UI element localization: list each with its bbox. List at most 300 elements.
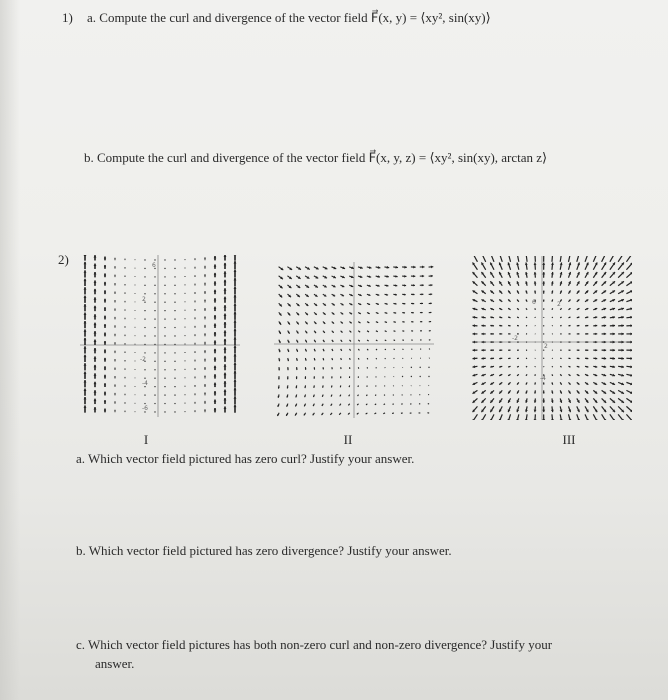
field-arrow (314, 267, 319, 270)
field-arrow (593, 366, 597, 368)
field-arrow (185, 318, 186, 319)
field-arrow (419, 376, 420, 377)
field-arrow (279, 331, 281, 334)
field-arrow (164, 293, 165, 294)
field-arrow (429, 339, 430, 340)
field-arrow (296, 321, 298, 324)
field-arrow (508, 333, 510, 334)
field-arrow (295, 413, 297, 416)
field-arrow (402, 312, 405, 314)
field-arrow (224, 330, 227, 336)
field-arrow (481, 256, 486, 262)
field-arrow (393, 386, 394, 387)
field-arrow (322, 404, 323, 406)
field-arrow (517, 390, 519, 393)
field-arrow (577, 325, 580, 327)
field-arrow (376, 349, 377, 350)
field-arrow (114, 334, 116, 337)
field-arrow (349, 340, 350, 342)
field-arrow (164, 268, 165, 269)
field-arrow (543, 333, 544, 334)
field-arrow (224, 373, 227, 379)
field-arrow (402, 395, 403, 396)
field-arrow (577, 308, 580, 310)
field-arrow (385, 284, 389, 286)
field-arrow (610, 349, 615, 352)
field-arrow (314, 303, 317, 305)
field-arrow (626, 307, 632, 310)
question-1a-text: a. Compute the curl and divergence of the vector field F⃗(x, y) = ⟨xy², sin(xy)⟩ (87, 10, 491, 25)
field-arrow (332, 267, 337, 270)
field-arrow (174, 378, 175, 379)
field-arrow (385, 321, 387, 322)
field-arrow (323, 267, 328, 270)
field-arrow (279, 312, 282, 315)
field-arrow (288, 321, 290, 324)
field-arrow (534, 382, 535, 384)
field-arrow (323, 312, 326, 314)
field-arrow (234, 405, 237, 413)
field-arrow (602, 414, 607, 420)
field-arrow (551, 262, 554, 269)
field-arrow (420, 284, 424, 286)
field-arrow (552, 366, 553, 367)
field-arrow (114, 266, 116, 269)
vector-field-I (80, 255, 240, 417)
field-arrow (174, 276, 175, 277)
field-arrow (164, 386, 165, 387)
question-2c-text-continued: answer. (95, 656, 135, 671)
field-arrow (473, 308, 478, 311)
field-arrow (332, 285, 336, 287)
field-arrow (585, 341, 588, 343)
field-arrow (419, 412, 421, 413)
field-arrow (296, 349, 298, 352)
field-arrow (332, 312, 335, 314)
field-arrow (420, 266, 425, 269)
field-arrow (348, 413, 350, 415)
field-arrow (358, 395, 359, 396)
field-arrow (429, 265, 434, 268)
field-arrow (224, 339, 227, 345)
field-arrow (204, 325, 206, 328)
field-arrow (357, 404, 358, 405)
field-arrow (384, 395, 385, 396)
field-arrow (375, 404, 376, 405)
field-arrow (305, 276, 309, 279)
field-arrow (420, 293, 424, 295)
field-arrow (114, 325, 116, 328)
field-arrow (577, 366, 580, 368)
field-arrow (214, 315, 217, 319)
field-arrow (358, 294, 362, 296)
vector-field-III-label: III (562, 432, 576, 447)
field-arrow (84, 363, 87, 370)
field-arrow (526, 366, 527, 367)
field-arrow (552, 317, 553, 318)
field-arrow (358, 285, 362, 287)
field-arrow (618, 365, 624, 368)
field-arrow (375, 395, 376, 396)
field-arrow (234, 255, 237, 261)
field-arrow (535, 308, 536, 309)
field-arrow (516, 406, 519, 412)
field-arrow (279, 321, 281, 324)
field-arrow (560, 398, 563, 402)
field-arrow (277, 413, 279, 416)
field-arrow (585, 390, 588, 393)
field-arrow (618, 256, 624, 262)
field-arrow (411, 376, 412, 377)
field-arrow (164, 302, 165, 303)
field-arrow (84, 329, 87, 336)
field-arrow (194, 292, 195, 294)
field-arrow (104, 333, 106, 337)
field-arrow (349, 376, 350, 378)
field-arrow (367, 303, 370, 305)
field-arrow (84, 321, 87, 328)
field-arrow (593, 316, 597, 318)
field-arrow (358, 349, 359, 350)
field-arrow (340, 266, 345, 269)
field-arrow (568, 414, 571, 420)
field-arrow (585, 256, 589, 262)
field-arrow (214, 290, 217, 294)
field-arrow (516, 256, 519, 262)
field-arrow (185, 310, 186, 311)
field-arrow (393, 266, 398, 269)
field-arrow (174, 394, 175, 395)
field-arrow (490, 262, 494, 269)
field-arrow (164, 369, 165, 370)
field-arrow (551, 290, 553, 293)
field-arrow (154, 335, 155, 336)
field-arrow (568, 308, 570, 309)
field-arrow (340, 376, 341, 378)
field-arrow (340, 395, 341, 397)
field-arrow (490, 256, 494, 262)
field-arrow (94, 382, 97, 387)
field-arrow (331, 376, 332, 378)
field-arrow (154, 352, 155, 353)
field-arrow (593, 349, 597, 351)
field-arrow (322, 385, 323, 387)
field-arrow (568, 317, 570, 318)
field-arrow (367, 275, 371, 278)
field-arrow (224, 322, 227, 328)
field-arrow (104, 375, 106, 379)
field-arrow (499, 256, 503, 262)
field-arrow (214, 366, 217, 370)
field-arrow (194, 267, 195, 269)
field-arrow (304, 385, 306, 388)
field-arrow (349, 322, 351, 324)
field-arrow (94, 399, 97, 404)
field-arrow (287, 358, 289, 361)
field-arrow (516, 272, 519, 278)
field-arrow (534, 256, 537, 262)
field-arrow (618, 262, 624, 269)
field-arrow (185, 352, 186, 353)
field-arrow (84, 262, 87, 269)
field-arrow (185, 327, 186, 328)
field-arrow (214, 307, 217, 311)
field-arrow (313, 376, 314, 378)
field-arrow (427, 412, 429, 413)
field-arrow (214, 281, 217, 285)
field-arrow (517, 281, 520, 285)
field-arrow (104, 282, 106, 286)
field-arrow (214, 400, 217, 404)
field-arrow (194, 334, 195, 336)
field-arrow (114, 410, 116, 413)
field-arrow (610, 390, 615, 393)
tick-label: 2 (557, 301, 561, 308)
field-arrow (577, 299, 580, 301)
field-arrow (174, 403, 175, 404)
field-arrow (577, 281, 580, 285)
field-arrow (194, 258, 195, 260)
field-arrow (278, 376, 280, 379)
field-arrow (473, 316, 478, 319)
field-arrow (278, 394, 280, 397)
field-arrow (94, 280, 97, 285)
field-arrow (288, 303, 291, 306)
field-arrow (481, 308, 485, 311)
field-arrow (234, 329, 237, 337)
field-arrow (164, 327, 165, 328)
field-arrow (104, 324, 106, 328)
field-arrow (287, 267, 292, 270)
field-arrow (224, 390, 227, 396)
field-arrow (602, 316, 607, 319)
field-arrow (125, 284, 126, 285)
field-arrow (185, 411, 186, 412)
field-arrow (154, 327, 155, 328)
page-edge-shadow (0, 0, 20, 700)
field-arrow (508, 349, 510, 350)
field-arrow (341, 312, 344, 314)
field-arrow (490, 398, 494, 402)
field-arrow (626, 272, 632, 278)
field-arrow (174, 268, 175, 269)
field-arrow (114, 401, 116, 404)
field-arrow (542, 398, 545, 402)
question-2c-text: c. Which vector field pictures has both non-zero curl and non-zero divergence? Justify your (76, 637, 553, 652)
field-arrow (490, 272, 494, 278)
field-arrow (339, 413, 341, 415)
field-arrow (164, 310, 165, 311)
field-arrow (393, 284, 397, 286)
field-arrow (585, 382, 588, 384)
field-arrow (534, 281, 537, 285)
field-arrow (499, 398, 502, 402)
field-arrow (543, 308, 544, 309)
field-arrow (331, 385, 332, 387)
field-arrow (577, 262, 580, 269)
field-arrow (314, 331, 316, 333)
field-arrow (481, 272, 485, 278)
field-arrow (305, 285, 309, 288)
field-arrow (577, 317, 580, 319)
vector-field-I-plot (80, 255, 240, 417)
field-arrow (499, 406, 502, 412)
field-arrow (602, 299, 607, 302)
field-arrow (508, 358, 510, 359)
field-arrow (499, 316, 502, 318)
field-arrow (593, 390, 597, 393)
field-arrow (585, 281, 588, 285)
field-arrow (296, 276, 300, 279)
field-arrow (385, 303, 388, 305)
field-arrow (296, 285, 300, 288)
field-arrow (84, 255, 87, 261)
field-arrow (204, 283, 206, 286)
field-arrow (499, 374, 502, 376)
field-arrow (385, 312, 388, 314)
field-arrow (224, 406, 227, 412)
field-arrow (125, 352, 126, 353)
field-arrow (366, 413, 368, 414)
field-arrow (481, 374, 485, 377)
field-arrow (331, 367, 332, 369)
question-1b-text: b. Compute the curl and divergence of the vector field F⃗(x, y, z) = ⟨xy², sin(xy), arctan z⟩ (84, 150, 548, 165)
field-arrow (304, 413, 306, 416)
field-arrow (367, 331, 369, 332)
field-arrow (341, 340, 342, 342)
field-arrow (322, 395, 323, 397)
field-arrow (602, 349, 607, 352)
field-arrow (420, 330, 422, 331)
field-arrow (204, 384, 206, 387)
field-arrow (593, 357, 597, 359)
field-arrow (224, 356, 227, 362)
field-arrow (313, 404, 314, 406)
field-arrow (104, 290, 106, 294)
field-arrow (214, 332, 217, 336)
field-arrow (154, 276, 155, 277)
field-arrow (296, 331, 298, 334)
vector-field-II-label: II (343, 432, 353, 447)
field-arrow (508, 398, 511, 402)
field-arrow (490, 349, 494, 351)
field-arrow (618, 374, 624, 377)
field-arrow (144, 285, 145, 286)
field-arrow (411, 340, 412, 341)
field-arrow (429, 293, 433, 295)
field-arrow (323, 349, 324, 351)
field-arrow (114, 283, 116, 286)
field-arrow (104, 349, 106, 353)
field-arrow (473, 390, 478, 393)
field-arrow (323, 303, 326, 305)
field-arrow (542, 406, 545, 412)
field-arrow (618, 382, 624, 385)
field-arrow (164, 276, 165, 277)
field-arrow (490, 382, 494, 384)
field-arrow (508, 317, 510, 318)
field-arrow (626, 398, 632, 402)
field-arrow (214, 340, 217, 344)
field-arrow (473, 349, 478, 352)
field-arrow (526, 299, 527, 301)
field-arrow (560, 390, 562, 393)
field-arrow (314, 340, 315, 342)
field-arrow (411, 303, 414, 305)
field-arrow (125, 385, 126, 386)
field-arrow (585, 290, 588, 293)
field-arrow (224, 381, 227, 387)
field-arrow (610, 262, 615, 269)
field-arrow (393, 312, 396, 314)
field-arrow (517, 308, 519, 309)
field-arrow (340, 385, 341, 387)
field-arrow (84, 355, 87, 362)
field-arrow (585, 366, 588, 368)
field-arrow (84, 270, 87, 277)
field-arrow (313, 395, 314, 397)
question-2a-text: a. Which vector field pictured has zero curl? Justify your answer. (76, 451, 415, 466)
field-arrow (508, 325, 510, 326)
field-arrow (535, 374, 536, 375)
field-arrow (585, 325, 588, 327)
field-arrow (164, 335, 165, 336)
field-arrow (585, 333, 588, 335)
field-arrow (568, 358, 570, 359)
field-arrow (323, 358, 324, 360)
field-arrow (568, 390, 570, 393)
field-arrow (526, 334, 527, 335)
field-arrow (585, 349, 588, 351)
field-arrow (473, 374, 478, 377)
field-arrow (358, 303, 361, 305)
field-arrow (234, 371, 237, 379)
field-arrow (174, 285, 175, 286)
field-arrow (602, 390, 607, 393)
field-arrow (602, 357, 607, 360)
field-arrow (144, 268, 145, 269)
field-arrow (481, 324, 485, 327)
field-arrow (174, 352, 175, 353)
field-arrow (114, 291, 116, 294)
field-arrow (214, 391, 217, 395)
field-arrow (288, 331, 290, 334)
field-arrow (194, 402, 195, 404)
field-arrow (499, 358, 502, 360)
field-arrow (214, 383, 217, 387)
field-arrow (394, 358, 395, 359)
field-arrow (224, 271, 227, 277)
field-arrow (174, 327, 175, 328)
field-arrow (618, 332, 624, 335)
field-arrow (322, 413, 324, 415)
field-arrow (568, 374, 570, 375)
field-arrow (577, 358, 580, 360)
field-arrow (593, 406, 597, 412)
field-arrow (104, 265, 106, 269)
field-arrow (234, 346, 237, 354)
field-arrow (224, 398, 227, 404)
field-arrow (313, 413, 315, 415)
field-arrow (185, 268, 186, 269)
field-arrow (367, 340, 368, 341)
field-arrow (499, 299, 502, 301)
field-arrow (144, 276, 145, 277)
field-arrow (376, 294, 380, 296)
field-arrow (174, 411, 175, 412)
field-arrow (420, 349, 421, 350)
field-arrow (610, 406, 615, 412)
